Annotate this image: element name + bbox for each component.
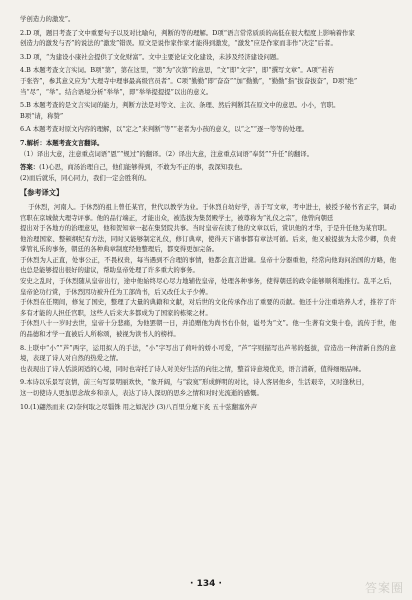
text-line: 提出对于各地方的治理意见，他和贺知章一起在集贤院共事。当时皇帝在读了他的文章以后，赏识他的才华，于是升任他为某官职。: [20, 224, 391, 233]
answer-page: [20, 14, 396, 412]
text-line: （1）译出大意，注意重点词语“恩”“规过”的翻译。（2）译出大意，注意重点词语“奉贤”“升任”的翻译。: [20, 149, 314, 158]
text-line: 学创造力的激发”。: [20, 15, 75, 23]
text-line: 9.本诗以乐景写哀情，前三句写景明丽欢快，“象开阔，与“寂寞”形成鲜明的对比，诗人客居他乡，生活艰辛，又时逢秋日，: [20, 378, 369, 387]
text-line: 于张咨”，参其意义应为“大理寺中理事最高级官员者”。C项“勤勤”即“奋奋”“加”勤勤”，“勤勤”指“拔奋拔奋”，D项“绝”: [20, 76, 358, 85]
text-line: 安史之乱时，于休烈随从皇帝出行，途中他始终尽心尽力地辅佐皇帝，处理各种事务，使得朝廷的政令能够顺利地推行。乱平之后，皇帝论功行赏，于休烈因功被升任为工部尚书，后又改任太子少傅。: [20, 277, 396, 296]
text-line: 这一切使诗人更加思念故乡和亲人，表达了诗人深切的思乡之情和对时光流逝的感慨。: [20, 389, 263, 397]
text-line: 于休烈为人正直，处事公正，不畏权贵，每当遇到不合理的事情，他都会直言进谏。皇帝十分器重他，经常向他询问治国的方略，他也总是能够提出很好的建议，帮助皇帝处理了许多重大的事务。: [20, 255, 396, 275]
text-line: 于休烈在任期间，修复了国史，整理了大量的典籍和文献，对后世的文化传承作出了重要的贡献。他还十分注重培养人才，推荐了许多有才能的人担任官职，这些人后来大多都成为了国家的栋梁之材。: [20, 298, 396, 317]
page-number: · 134 ·: [190, 579, 222, 589]
text-line: (2)而后就乐，同心同力，我们一定会胜利的。: [20, 173, 151, 182]
text-line: 5.B 本题考查的是文言实词的能力，判断方法是对等文、主次、条理、然后判断其在原文中的意思。小小，官职。: [20, 101, 340, 110]
text-line: 2.D 项，题目考查了文中重要句子以及对比喻句，判断的等的理解。D项“语言常常质质的高低在很大程度上影响着作家: [20, 28, 355, 37]
text-line: 也表现出了诗人恬淡闲适的心境，同时也寄托了诗人对美好生活的向往之情，整首诗意境优美，语言清新，值得细细品味。: [20, 364, 366, 373]
text-line: B项“请，称赞”: [20, 111, 64, 120]
section-heading: 【参考译文】: [20, 188, 64, 198]
text-line: (1)心思，商汤治理自己，他们能够得到，不敢为不正的事，我深知我也。: [39, 163, 247, 172]
text-line: 10.(1)翩然而来 (2)奈何取之尽锱铢 用之如泥沙 (3)八百里分麾下炙 五十弦翻塞外声: [20, 402, 258, 411]
text-line: 创造力的激发与否”的说法的“激发”错误。原文是说作家作家才能得到激发，“激发”应是作家而非作“决定”后者。: [20, 39, 337, 48]
text-line: 7.解析：本题考查文言翻译。: [20, 138, 104, 147]
text-line: 于休烈，河南人。于休烈的祖上曾任某官，世代以教学为业。于休烈自幼好学，善于写文章，考中进士，被授予秘书省正字，调动官职在京城做大理寺评事。他的品行端正，才能出众，被选拔为集贤殿学士，被尊称为“礼仪之宗”，他曾向朝廷: [20, 202, 396, 222]
text-line: 6.A 本题考查对原文内容的理解，以“定之”来判断“等”“老者为小孩的意义，以“之”“逐一等等的处理。: [20, 125, 309, 134]
text-line: 8.上联中“小”“芦”两字，运用拟人的手法，“小”字写出了荷叶的娇小可爱，“芦”字则描写出芦苇的挺拔，营造出一种清新自然的意境，表现了诗人对自然的热爱之情。: [20, 343, 396, 363]
text-line: 于休烈八十一岁时去世，皇帝十分悲痛，为他罢朝一日，并追赠他为尚书右仆射，谥号为“文”。他一生著有文集十卷，流传于世，他的品德和才学一直被后人所称颂，被视为读书人的榜样。: [20, 319, 396, 339]
watermark-logo: 答案圈: [364, 581, 404, 595]
text-line: 4.B 本题考查文言实词。B项“第”，第在这里，“第”为“次第”的意思，“文”即“文字”，即“撰写文章”。A项“若若: [20, 66, 334, 75]
answer-label: 答案：: [20, 163, 40, 172]
text-line: 当“尽”，“举”。结合语境分析“举举”，即“举举提提提”以出的意义。: [20, 87, 213, 96]
text-line: 3.D 项，“为建设小康社会提供了文化财富”。文中主要论证文化建设，未涉及经济建设问题。: [20, 52, 283, 61]
text-line: 他治理国家、整顿纲纪有方法，同时又能够制定礼仪，修订典章，使得天下诸事都有章法可循。后来，他又被提拔为太常少卿，负责掌管礼乐的事务，朝廷的各种典章制度经他整理后，都变得更加完备。: [20, 234, 396, 254]
